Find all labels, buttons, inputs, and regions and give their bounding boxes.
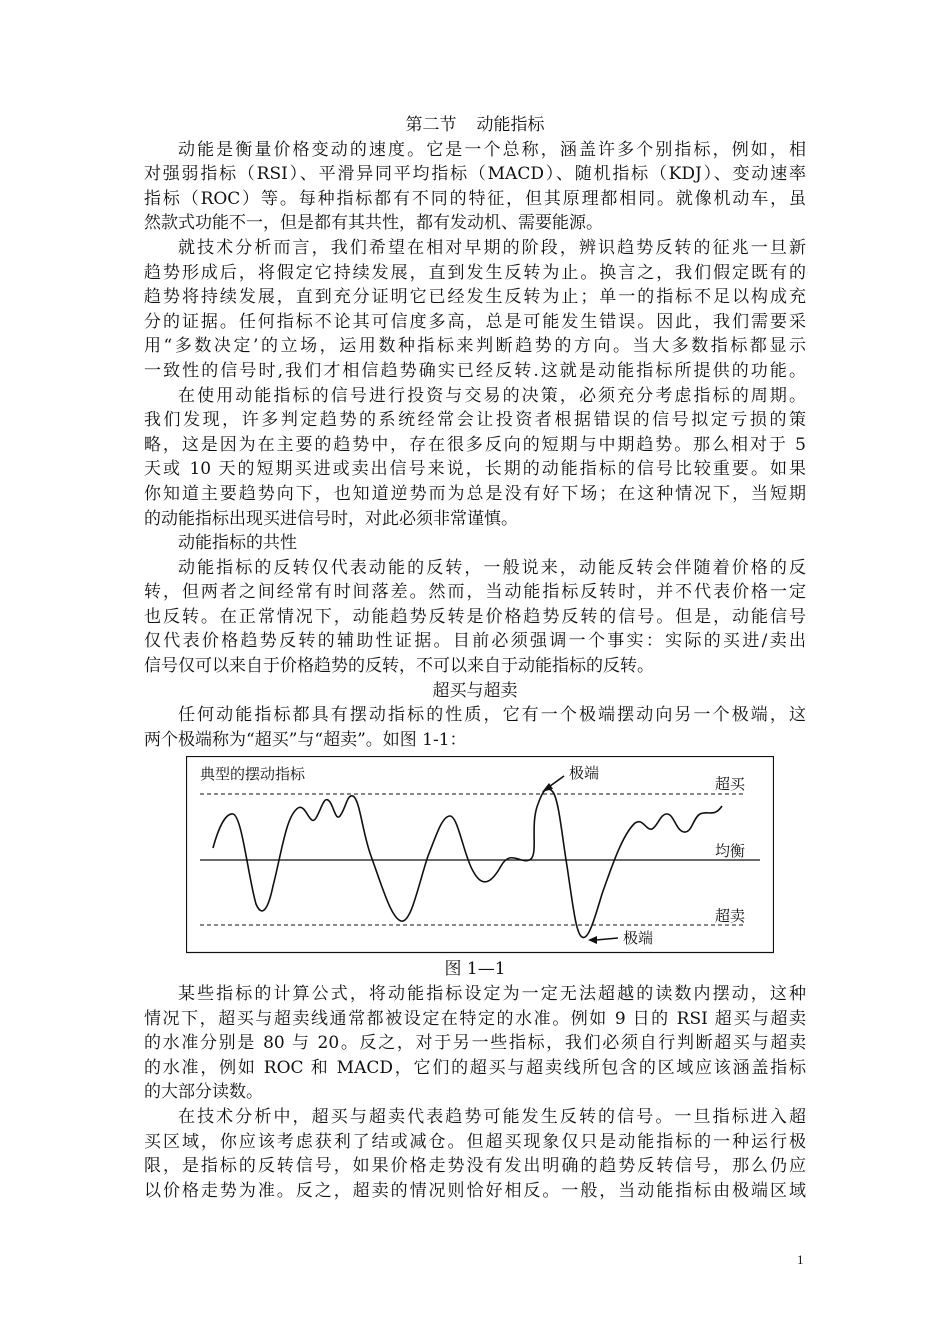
- text-line: 动能指标的反转仅代表动能的反转，一般说来，动能反转会伴随着价格的反: [178, 557, 806, 578]
- section-title: [144, 113, 806, 138]
- text-line: 一致性的信号时,我们才相信趋势确实已经反转.这就是动能指标所提供的功能。: [144, 360, 806, 381]
- figure-title: 典型的摆动指标: [200, 765, 306, 784]
- text-line: 对强弱指标（RSI）、平滑异同平均指标（MACD）、随机指标（KDJ）、变动速率: [144, 164, 806, 185]
- paragraph-4: [144, 556, 806, 679]
- figure-frame: [187, 757, 774, 953]
- text-line: 某些指标的计算公式，将动能指标设定为一定无法超越的读数内摆动，这种: [178, 984, 806, 1005]
- section-number: 第二节: [405, 115, 457, 135]
- text-line: 你知道主要趋势向下，也知道逆势而为总是没有好下场；在这种情况下，当短期: [144, 483, 806, 504]
- text-line: 趋势形成后，将假定它持续发展，直到发生反转为止。换言之，我们假定既有的: [144, 262, 806, 283]
- text-line: 在技术分析中，超买与超卖代表趋势可能发生反转的信号。一旦指标进入超: [178, 1107, 806, 1127]
- text-line: 限，是指标的反转信号，如果价格走势没有发出明确的趋势反转信号，那么仍应: [144, 1156, 806, 1177]
- paragraph-1: [144, 138, 806, 236]
- label-extreme-bottom: 极端: [623, 929, 654, 948]
- text-line: 分的证据。任何指标不论其可信度多高，总是可能发生错误。因此，我们需要采: [144, 311, 806, 332]
- text-line: 两个极端称为“超买”与“超卖”。如图 1-1：: [144, 729, 467, 750]
- page-content: [144, 113, 806, 1203]
- text-line: 的大部分读数。: [144, 1082, 263, 1103]
- text-line: 动能是衡量价格变动的速度。它是一个总称，涵盖许多个别指标，例如，相: [178, 139, 806, 160]
- text-line: 的动能指标出现买进信号时，对此必须非常谨慎。: [144, 508, 518, 529]
- page-number: 1: [797, 1252, 804, 1267]
- text-line: 我们发现，许多判定趋势的系统经常会让投资者根据错误的信号拟定亏损的策: [144, 410, 806, 431]
- text-line: 略，这是因为在主要的趋势中，存在很多反向的短期与中期趋势。那么相对于 5: [144, 434, 806, 455]
- figure-caption: 图 1—1: [444, 959, 506, 980]
- label-overbought: 超买: [715, 775, 746, 794]
- text-line: 买区域，你应该考虑获利了结或减仓。但超买现象仅只是动能指标的一种运行极: [144, 1131, 806, 1152]
- label-extreme-top: 极端: [569, 764, 600, 783]
- text-line: 然款式功能不一，但是都有其共性，都有发动机、需要能源。: [144, 213, 603, 234]
- text-line: 也反转。在正常情况下，动能趋势反转是价格趋势反转的信号。但是，动能信号: [144, 606, 806, 627]
- paragraph-2: [144, 236, 806, 384]
- text-line: 信号仅可以来自于价格趋势的反转，不可以来自于动能指标的反转。: [144, 656, 654, 677]
- text-line: 的水准，例如 ROC 和 MACD，它们的超买与超卖线所包含的区域应该涵盖指标: [144, 1057, 806, 1078]
- text-line: 的水准分别是 80 与 20。反之，对于另一些指标，我们必须自行判断超买与超卖: [144, 1033, 806, 1054]
- label-oversold: 超卖: [715, 907, 746, 926]
- text-line: 情况下，超买与超卖线通常都被设定在特定的水准。例如 9 日的 RSI 超买与超卖: [144, 1008, 806, 1029]
- paragraph-7: [144, 1105, 806, 1203]
- label-equilibrium: 均衡: [715, 842, 746, 861]
- section-name: 动能指标: [476, 115, 545, 135]
- oscillator-diagram: [186, 756, 774, 954]
- oscillator-figure: [186, 756, 774, 954]
- text-line: 转，但两者之间经常有时间落差。然而，当动能指标反转时，并不代表价格一定: [144, 582, 806, 603]
- paragraph-6: [144, 982, 806, 1105]
- text-line: 趋势将持续发展，直到充分证明它已经发生反转为止；单一的指标不足以构成充: [144, 287, 806, 308]
- text-line: 指标（ROC）等。每种指标都有不同的特征，但其原理都相同。就像机动车，虽: [144, 188, 806, 209]
- text-line: 用“多数决定’的立场，运用数种指标来判断趋势的方向。当大多数指标都显示: [144, 336, 806, 357]
- text-line: 仅代表价格趋势反转的辅助性证据。目前必须强调一个事实：实际的买进/卖出: [144, 631, 806, 652]
- paragraph-3: [144, 384, 806, 532]
- text-line: 以价格走势为准。反之，超卖的情况则恰好相反。一般，当动能指标由极端区域: [144, 1180, 806, 1201]
- text-line: 天或 10 天的短期买进或卖出信号来说，长期的动能指标的信号比较重要。如果: [144, 459, 806, 480]
- paragraph-5: [144, 703, 806, 752]
- text-line: 就技术分析而言，我们希望在相对早期的阶段，辨识趋势反转的征兆一旦新: [178, 237, 806, 258]
- subheading-common-traits: 动能指标的共性: [178, 533, 297, 554]
- text-line: 在使用动能指标的信号进行投资与交易的决策，必须充分考虑指标的周期。: [178, 385, 806, 406]
- subheading-overbought-oversold: 超买与超卖: [432, 680, 518, 701]
- text-line: 任何动能指标都具有摆动指标的性质，它有一个极端摆动向另一个极端，这: [178, 705, 806, 726]
